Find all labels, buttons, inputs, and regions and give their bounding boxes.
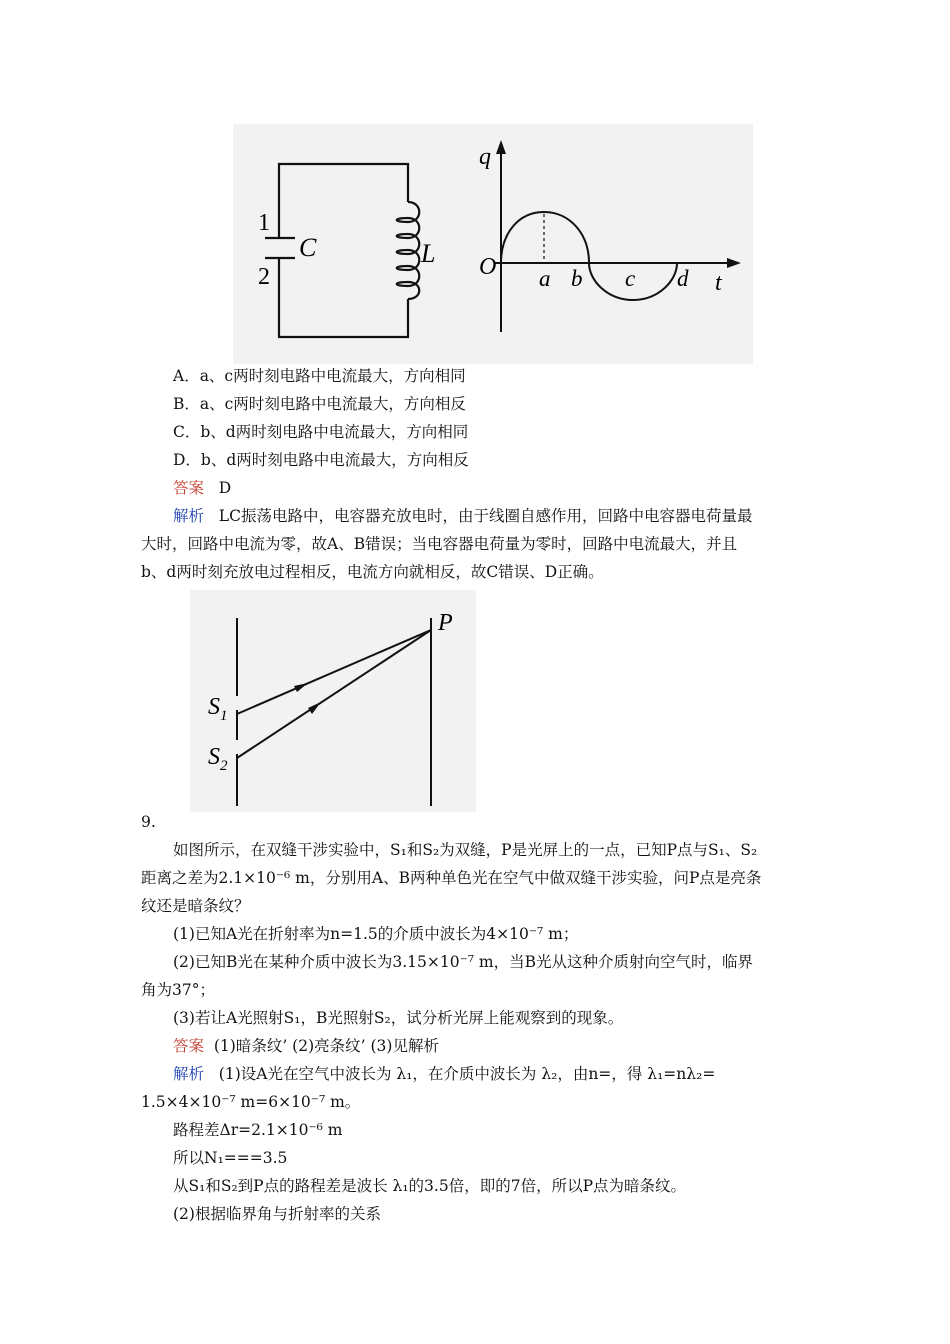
q9-number: 9. [141, 813, 156, 831]
q9-analysis-line-1 [173, 1064, 715, 1084]
q8-analysis-line-1 [173, 506, 752, 526]
option-a: A．a、c两时刻电路中电流最大，方向相同 [173, 367, 466, 385]
point-b-label: b [571, 266, 583, 291]
answer-label: 答案 [173, 1037, 205, 1055]
option-b: B．a、c两时刻电路中电流最大，方向相反 [173, 395, 466, 413]
option-c: C．b、d两时刻电路中电流最大，方向相同 [173, 423, 469, 441]
q9-analysis-line-5: 从S₁和S₂到P点的路程差是波长 λ₁的3.5倍，即的7倍，所以P点为暗条纹。 [173, 1177, 687, 1195]
answer-label: 答案 [173, 479, 205, 497]
s2-label: $S_2$ [208, 744, 228, 774]
q9-analysis-line-6: (2)根据临界角与折射率的关系 [173, 1205, 381, 1223]
capacitor-label: C [299, 233, 317, 262]
q9-analysis-line-2: 1.5×4×10⁻⁷ m=6×10⁻⁷ m。 [141, 1093, 361, 1111]
double-slit-figure [190, 590, 476, 812]
origin-label: O [479, 254, 497, 280]
q9-stem-line-1: 如图所示，在双缝干涉实验中，S₁和S₂为双缝，P是光屏上的一点，已知P点与S₁、S₂ [173, 841, 758, 859]
q9-stem-line-2: 距离之差为2.1×10⁻⁶ m，分别用A、B两种单色光在空气中做双缝干涉实验，问P点是亮条 [141, 869, 762, 887]
q9-part-2-line-1: (2)已知B光在某种介质中波长为3.15×10⁻⁷ m，当B光从这种介质射向空气时，临界 [173, 953, 753, 971]
point-d-label: d [677, 266, 689, 291]
answer-value: (1)暗条纹’ (2)亮条纹’ (3)见解析 [213, 1037, 439, 1055]
s1-label: $S_1$ [208, 694, 228, 724]
q9-part-3: (3)若让A光照射S₁，B光照射S₂，试分析光屏上能观察到的现象。 [173, 1009, 624, 1027]
t-axis-label: t [715, 270, 722, 296]
analysis-text: (1)设A光在空气中波长为 λ₁，在介质中波长为 λ₂，由n=，得 λ₁=nλ₂= [218, 1065, 716, 1083]
q9-analysis-line-4: 所以N₁===3.5 [173, 1149, 288, 1167]
point-a-label: a [539, 266, 551, 291]
q-axis-label: q [479, 144, 491, 170]
q8-analysis-line-2: 大时，回路中电流为零，故A、B错误；当电容器电荷量为零时，回路中电流最大，并且 [141, 535, 738, 553]
q9-part-1: (1)已知A光在折射率为n=1.5的介质中波长为4×10⁻⁷ m； [173, 925, 579, 943]
analysis-label: 解析 [173, 1065, 205, 1083]
q9-answer [173, 1036, 439, 1056]
q9-stem-line-3: 纹还是暗条纹？ [141, 897, 250, 915]
option-d: D．b、d两时刻电路中电流最大，方向相反 [173, 451, 469, 469]
q8-answer [173, 478, 231, 498]
inductor-label: L [421, 239, 436, 268]
analysis-text: LC振荡电路中，电容器充放电时，由于线圈自感作用，回路中电容器电荷量最 [218, 507, 753, 525]
point-c-label: c [625, 266, 636, 291]
point-p-label: P [438, 610, 453, 636]
q9-analysis-line-3: 路程差Δr=2.1×10⁻⁶ m [173, 1121, 343, 1139]
analysis-label: 解析 [173, 507, 205, 525]
q9-part-2-line-2: 角为37°； [141, 981, 215, 999]
lc-circuit-figure [233, 124, 753, 364]
capacitor-plate-2-label: 2 [258, 264, 270, 290]
q8-analysis-line-3: b、d两时刻充放电过程相反，电流方向就相反，故C错误、D正确。 [141, 563, 604, 581]
answer-value: D [218, 479, 232, 497]
capacitor-plate-1-label: 1 [258, 210, 270, 236]
